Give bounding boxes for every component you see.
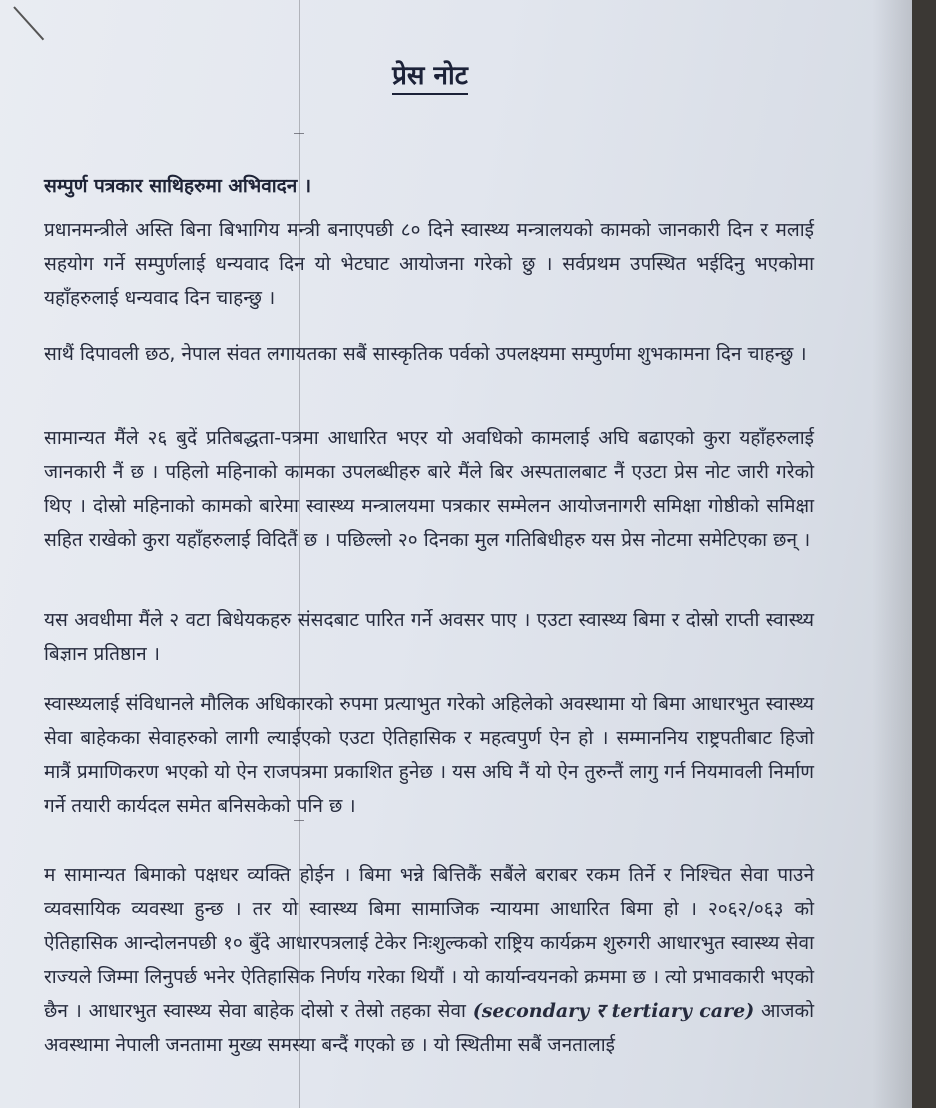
edge-shadow [872, 0, 912, 1108]
paragraph-tail: आजको अवस्थामा नेपाली जनतामा मुख्य समस्या बन्दैं गएको छ । यो स्थितीमा सबैं जनतालाई [44, 1000, 814, 1056]
greeting: सम्पुर्ण पत्रकार साथिहरुमा अभिवादन । [44, 175, 312, 197]
paragraph: साथैं दिपावली छठ, नेपाल संवत लगायतका सबैं सास्कृतिक पर्वको उपलक्ष्यमा सम्पुर्णमा शुभकामना दिन चाहन्छु । [44, 343, 807, 365]
staple-pin [13, 6, 44, 40]
paragraph: यस अवधीमा मैंले २ वटा बिधेयकहरु संसदबाट पारित गर्ने अवसर पाए । एउटा स्वास्थ्य बिमा र दोस्रो राप्ती स्वास्थ्य बिज्ञान प्रतिष्ठान । [44, 609, 814, 665]
paragraph: प्रधानमन्त्रीले अस्ति बिना बिभागिय मन्त्री बनाएपछी ८० दिने स्वास्थ्य मन्त्रालयको कामको जानकारी दिन र मलाई सहयोग गर्ने सम्पुर्णलाई धन्यवाद दिन यो भेटघाट आयोजना गरेको छु । सर्वप्रथम उपस्थित भईदिनु भएकोमा यहाँहरुलाई धन्यवाद दिन चाहन्छु । [44, 219, 814, 309]
paragraph-text: म सामान्यत बिमाको पक्षधर व्यक्ति होईन । बिमा भन्ने बित्तिकैं सबैंले बराबर रकम तिर्ने र निश्चित सेवा पाउने व्यवसायिक व्यवस्था हुन्छ । तर यो स्वास्थ्य बिमा सामाजिक न्यायमा आधारित बिमा हो । २०६२/०६३ को ऐतिहासिक आन्दोलनपछी १० बुँदे आधारपत्रलाई टेकेर निःशुल्कको राष्ट्रिय कार्यक्रम शुरुगरी आधारभुत स्वास्थ्य सेवा राज्यले जिम्मा लिनुपर्छ भनेर ऐतिहासिक निर्णय गरेका थियौं । यो कार्यान्वयनको क्रममा छ । त्यो प्रभावकारी भएको छैन । आधारभुत स्वास्थ्य सेवा बाहेक दोस्रो र तेस्रो तहका सेवा [44, 864, 814, 1022]
page-title: प्रेस नोट [0, 56, 860, 92]
paragraph [44, 858, 814, 1062]
paragraph: सामान्यत मैंले २६ बुदें प्रतिबद्धता-पत्रमा आधारित भएर यो अवधिको कामलाई अघि बढाएको कुरा यहाँहरुलाई जानकारी नैं छ । पहिलो महिनाको कामका उपलब्धीहरु बारे मैंले बिर अस्पतालबाट नैं एउटा प्रेस नोट जारी गरेको थिए । दोस्रो महिनाको कामको बारेमा स्वास्थ्य मन्त्रालयमा पत्रकार सम्मेलन आयोजनागरी समिक्षा गोष्ठीको समिक्षा सहित राखेको कुरा यहाँहरुलाई विदितैं छ । पछिल्लो २० दिनका मुल गतिबिधीहरु यस प्रेस नोटमा समेटिएका छन् । [44, 427, 814, 551]
emphasis-text: (secondary र tertiary care) [472, 1000, 755, 1022]
paragraph: स्वास्थ्यलाई संविधानले मौलिक अधिकारको रुपमा प्रत्याभुत गरेको अहिलेको अवस्थामा यो बिमा आधारभुत स्वास्थ्य सेवा बाहेकका सेवाहरुको लागी ल्याईएको एउटा ऐतिहासिक र महत्वपुर्ण ऐन हो । सम्माननिय राष्ट्रपतीबाट हिजो मात्रैं प्रमाणिकरण भएको यो ऐन राजपत्रमा प्रकाशित हुनेछ । यस अघि नैं यो ऐन तुरुन्तैं लागु गर्न नियमावली निर्माण गर्ने तयारी कार्यदल समेत बनिसकेको पनि छ । [44, 693, 814, 817]
fold-tick [294, 133, 304, 134]
